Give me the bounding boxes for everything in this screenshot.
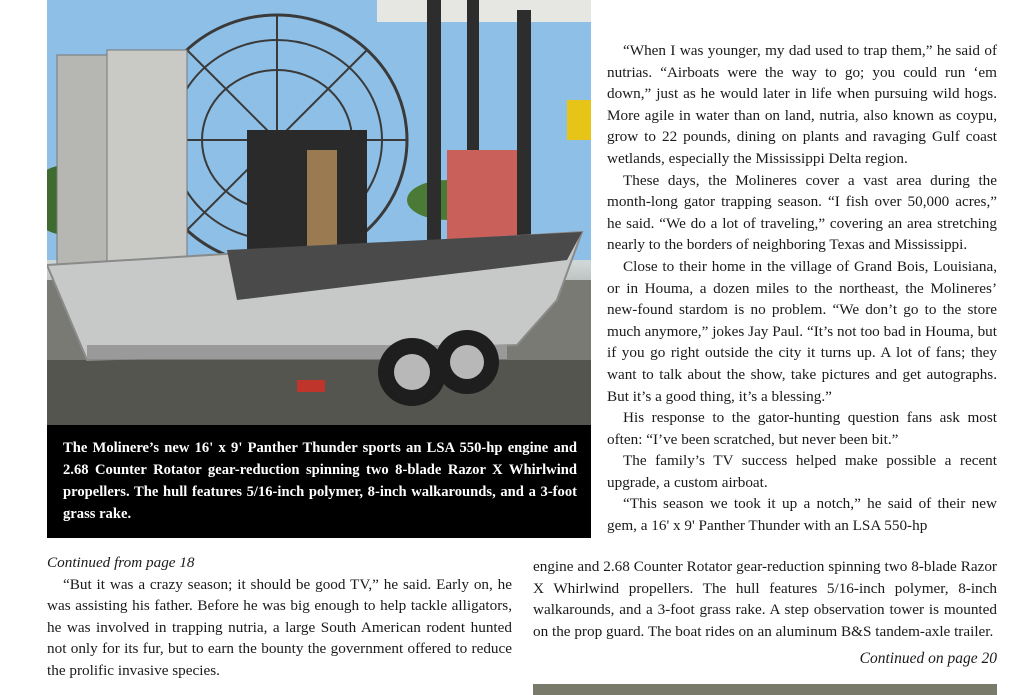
- continued-from-note: Continued from page 18: [47, 554, 195, 571]
- article-paragraph: “When I was younger, my dad used to trap them,” he said of nutrias. “Airboats were the way to go; you could run ‘em down,” just as he would later in life when pursuing wild hogs. More agile in water than on land, nutria, also known as coypu, grow to 22 pounds, dining on plants and ravaging Gulf coast wetlands, especially the Mississippi Delta region.: [607, 42, 997, 167]
- article-paragraph-continued: engine and 2.68 Counter Rotator gear-reduction spinning two 8-blade Razor X Whirlwind propellers. The hull features 5/16-inch polymer, 8-inch walkarounds, and a 3-foot grass rake. A step observation tower is mounted on the prop guard. The boat rides on an aluminum B&S tandem-axle trailer.: [533, 558, 997, 640]
- article-paragraph: These days, the Molineres cover a vast area during the month-long gator trapping season. “I fish over 50,000 acres,” he said. “We do a lot of traveling,” covering an area stretching nearly to the borders of neighboring Texas and Mississippi.: [607, 171, 997, 254]
- article-paragraph: “But it was a crazy season; it should be good TV,” he said. Early on, he was assisting his father. Before he was big enough to help tackle alligators, he was involved in trapping nutria, a large South American rodent hunted not only for its fur, but to earn the bounty the government offered to reduce the prolific invasive species.: [47, 575, 512, 679]
- article-paragraph: The family’s TV success helped make possible a recent upgrade, a custom airboat.: [607, 452, 997, 491]
- airboat-illustration: [47, 0, 591, 425]
- wrap-paragraph-continued: [533, 556, 997, 642]
- continued-on-note: Continued on page 20: [859, 650, 997, 667]
- right-column: [607, 40, 997, 537]
- article-paragraph: His response to the gator-hunting question fans ask most often: “I’ve been scratched, but never been bit.”: [607, 409, 997, 448]
- caption-text: The Molinere’s new 16' x 9' Panther Thunder sports an LSA 550-hp engine and 2.68 Counter Rotator gear-reduction spinning two 8-blade Razor X Whirlwind propellers. The hull features 5/16-inch polymer, 8-inch walkarounds, and a 3-foot grass rake.: [63, 440, 577, 522]
- article-paragraph: Close to their home in the village of Grand Bois, Louisiana, or in Houma, a dozen miles to the northeast, the Molineres’ new-found stardom is no problem. “We don’t go to the store much anymore,” jokes Jay Paul. “It’s not too bad in Houma, but if you go right outside the city it turns up. A lot of fans; they want to talk about the show, take pictures and get autographs. But it’s a good thing, it’s a blessing.”: [607, 257, 997, 405]
- left-column: [47, 552, 512, 682]
- airboat-photo: [47, 0, 591, 425]
- bottom-image-strip: [533, 684, 997, 695]
- photo-caption: [47, 425, 591, 538]
- article-paragraph: “This season we took it up a notch,” he said of their new gem, a 16' x 9' Panther Thunder with an LSA 550-hp: [607, 495, 997, 535]
